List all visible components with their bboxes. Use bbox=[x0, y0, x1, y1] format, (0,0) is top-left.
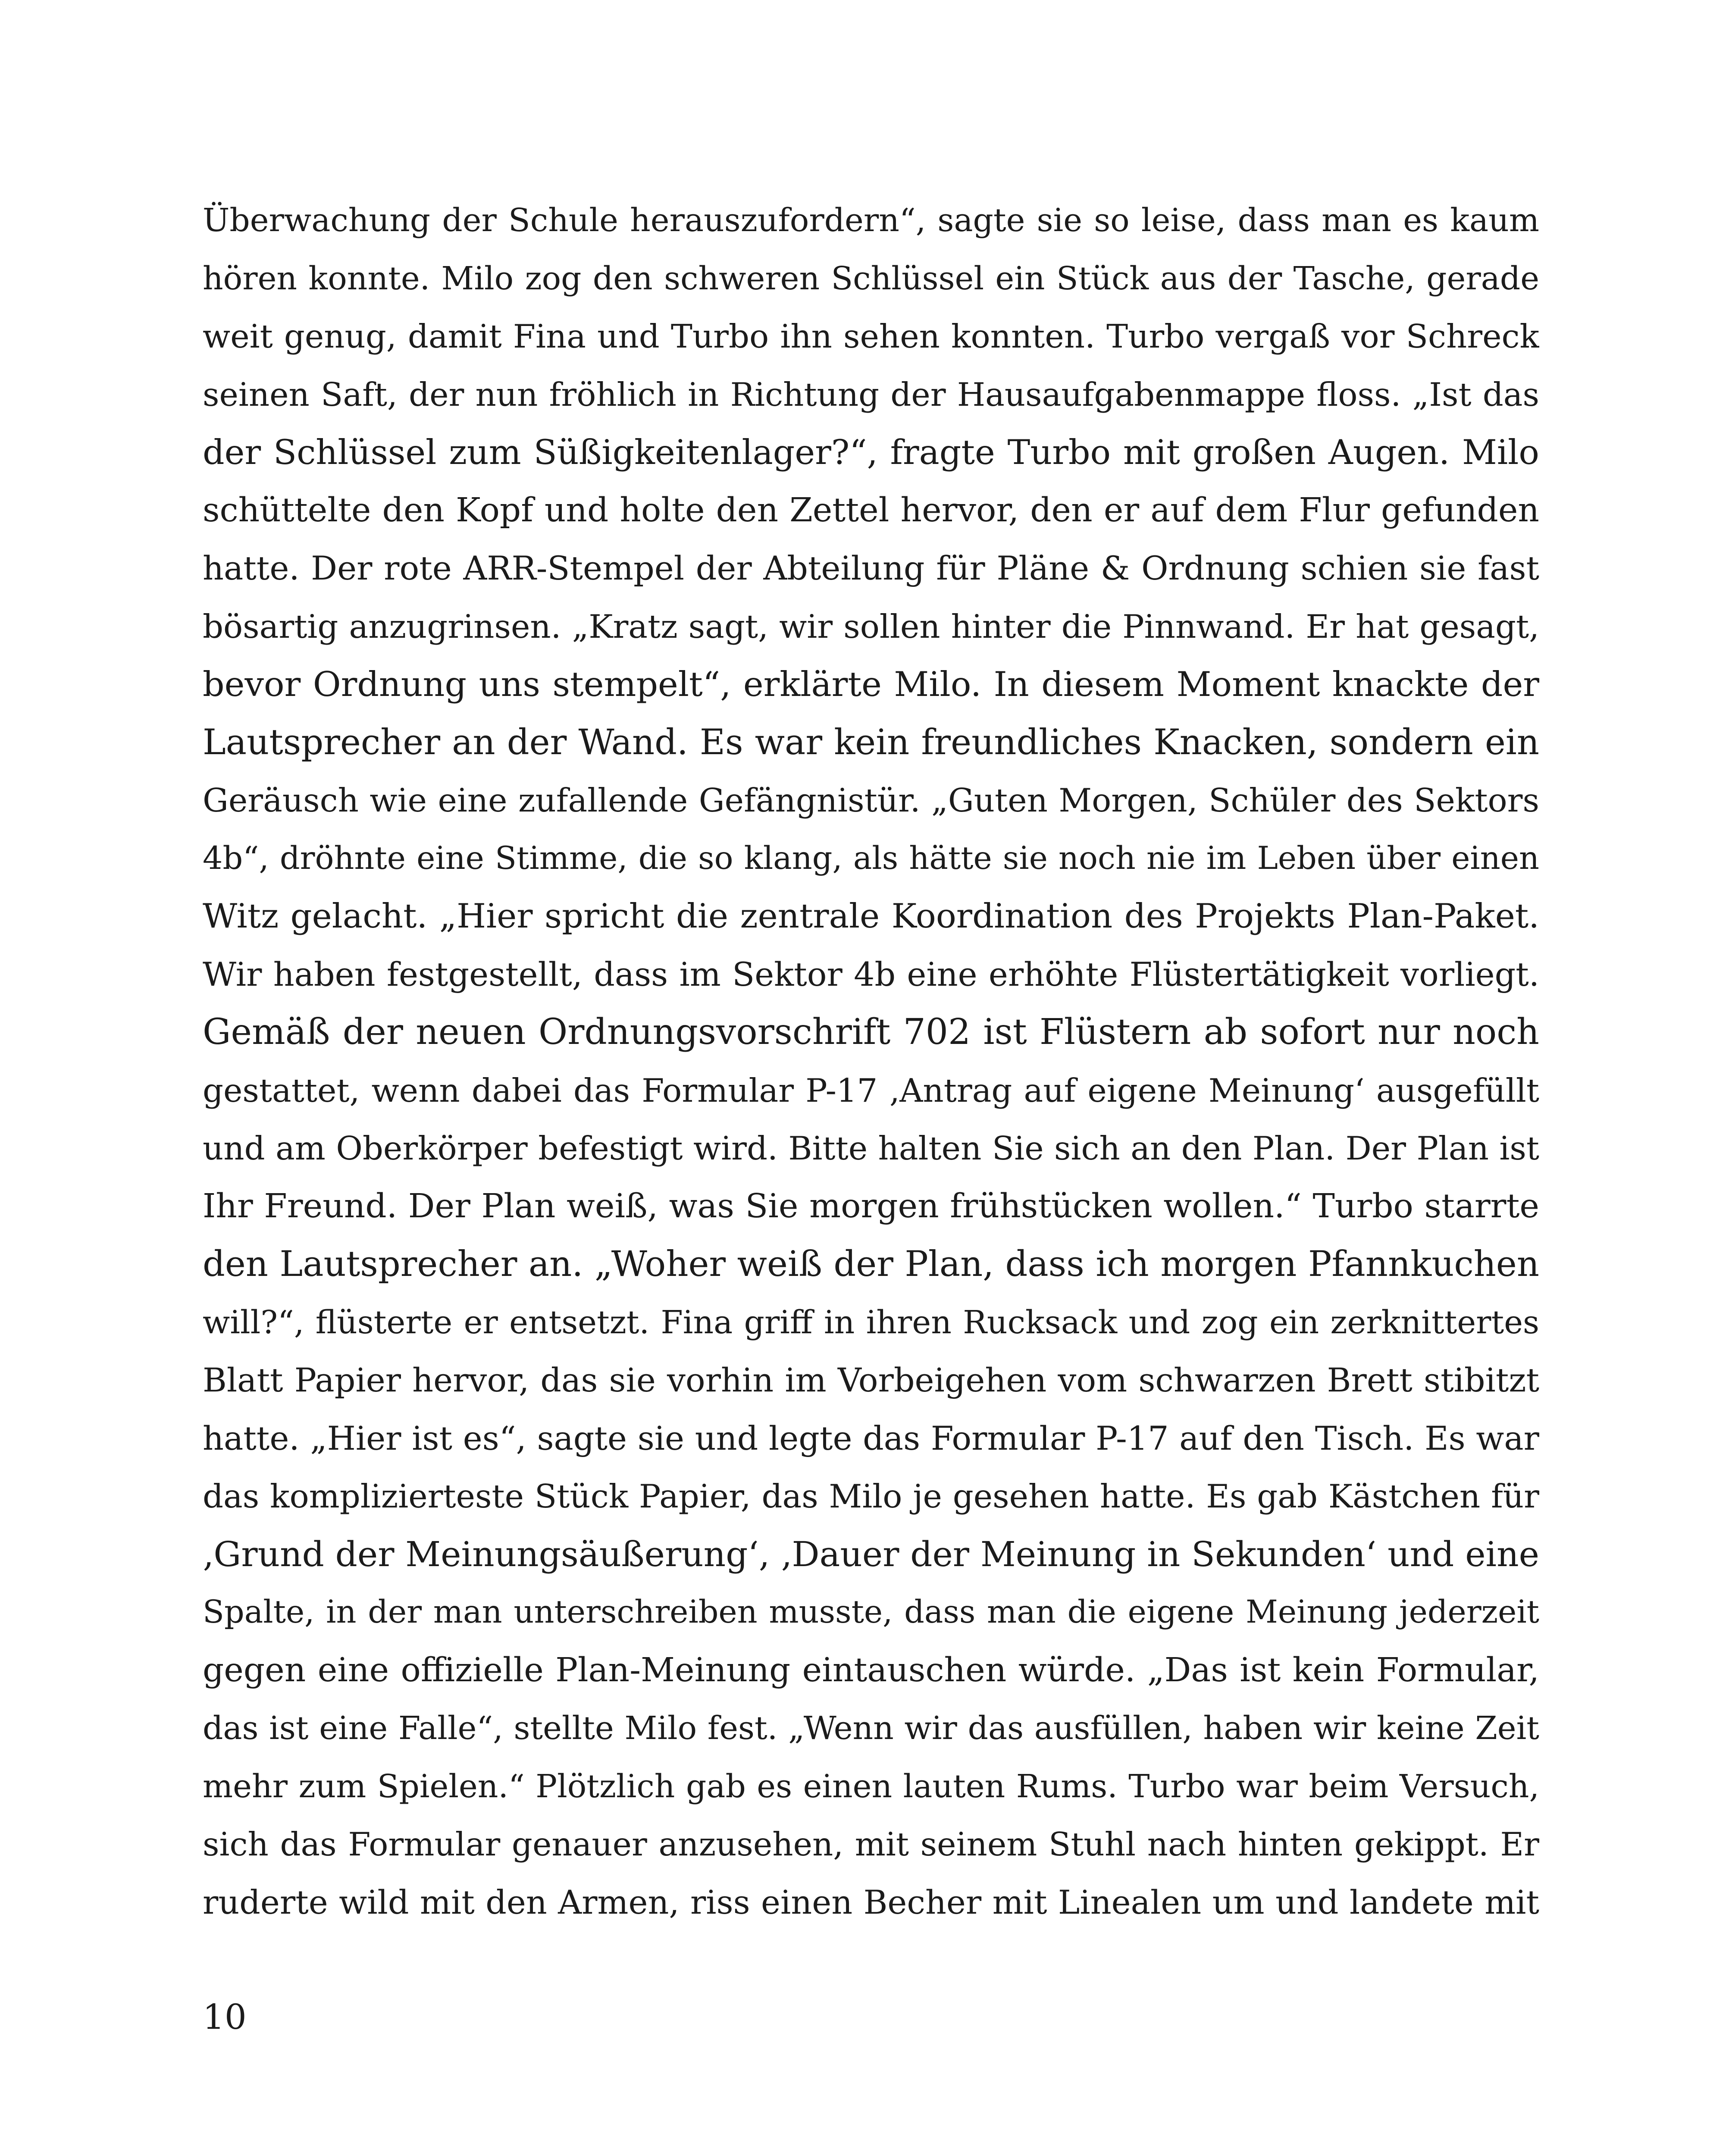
text-line: schüttelte den Kopf und holte den Zettel hervor, den er auf dem Flur gefunden bbox=[203, 491, 1539, 530]
text-line: gestattet, wenn dabei das Formular P-17 ‚Antrag auf eigene Meinung‘ ausgefüllt bbox=[203, 1071, 1539, 1109]
text-line: bevor Ordnung uns stempelt“, erklärte Milo. In diesem Moment knackte der bbox=[203, 664, 1539, 704]
text-line: Wir haben festgestellt, dass im Sektor 4b eine erhöhte Flüstertätigkeit vorliegt. bbox=[203, 955, 1539, 993]
text-line: will?“, flüsterte er entsetzt. Fina griff in ihren Rucksack und zog ein zerknittertes bbox=[203, 1304, 1539, 1341]
body-text bbox=[203, 191, 1539, 1931]
text-line: seinen Saft, der nun fröhlich in Richtung der Hausaufgabenmappe floss. „Ist das bbox=[203, 375, 1539, 414]
text-line: das komplizierteste Stück Papier, das Milo je gesehen hatte. Es gab Kästchen für bbox=[203, 1477, 1539, 1515]
text-line: bösartig anzugrinsen. „Kratz sagt, wir sollen hinter die Pinnwand. Er hat gesagt, bbox=[203, 607, 1539, 646]
text-line: hatte. „Hier ist es“, sagte sie und legte das Formular P-17 auf den Tisch. Es war bbox=[203, 1419, 1539, 1457]
text-line: den Lautsprecher an. „Woher weiß der Plan, dass ich morgen Pfannkuchen bbox=[203, 1244, 1539, 1285]
text-line: Ihr Freund. Der Plan weiß, was Sie morgen frühstücken wollen.“ Turbo starrte bbox=[203, 1187, 1539, 1225]
text-line: weit genug, damit Fina und Turbo ihn sehen konnten. Turbo vergaß vor Schreck bbox=[203, 317, 1539, 355]
text-line: mehr zum Spielen.“ Plötzlich gab es einen lauten Rums. Turbo war beim Versuch, bbox=[203, 1767, 1539, 1805]
text-line: Witz gelacht. „Hier spricht die zentrale Koordination des Projekts Plan-Paket. bbox=[203, 897, 1539, 936]
text-line: Gemäß der neuen Ordnungsvorschrift 702 ist Flüstern ab sofort nur noch bbox=[203, 1012, 1539, 1053]
text-line: Lautsprecher an der Wand. Es war kein freundliches Knacken, sondern ein bbox=[203, 722, 1539, 763]
text-line: sich das Formular genauer anzusehen, mit seinem Stuhl nach hinten gekippt. Er bbox=[203, 1825, 1539, 1863]
text-line: Geräusch wie eine zufallende Gefängnistür. „Guten Morgen, Schüler des Sektors bbox=[203, 781, 1539, 819]
page-number: 10 bbox=[203, 1997, 247, 2037]
text-line: ruderte wild mit den Armen, riss einen Becher mit Linealen um und landete mit bbox=[203, 1883, 1539, 1921]
text-line: Spalte, in der man unterschreiben musste, dass man die eigene Meinung jederzeit bbox=[203, 1594, 1539, 1630]
text-line: Blatt Papier hervor, das sie vorhin im Vorbeigehen vom schwarzen Brett stibitzt bbox=[203, 1361, 1539, 1399]
text-line: das ist eine Falle“, stellte Milo fest. „Wenn wir das ausfüllen, haben wir keine Zeit bbox=[203, 1710, 1539, 1747]
text-line: ‚Grund der Meinungsäußerung‘, ‚Dauer der Meinung in Sekunden‘ und eine bbox=[203, 1534, 1539, 1574]
text-line: der Schlüssel zum Süßigkeitenlager?“, fragte Turbo mit großen Augen. Milo bbox=[203, 432, 1539, 472]
text-line: und am Oberkörper befestigt wird. Bitte halten Sie sich an den Plan. Der Plan ist bbox=[203, 1129, 1539, 1167]
text-line: 4b“, dröhnte eine Stimme, die so klang, als hätte sie noch nie im Leben über einen bbox=[203, 840, 1539, 877]
text-line: hören konnte. Milo zog den schweren Schlüssel ein Stück aus der Tasche, gerade bbox=[203, 260, 1539, 297]
text-line: gegen eine offizielle Plan-Meinung eintauschen würde. „Das ist kein Formular, bbox=[203, 1651, 1539, 1689]
text-line: Überwachung der Schule herauszufordern“, sagte sie so leise, dass man es kaum bbox=[203, 202, 1539, 239]
text-line: hatte. Der rote ARR-Stempel der Abteilung für Pläne & Ordnung schien sie fast bbox=[203, 549, 1539, 587]
